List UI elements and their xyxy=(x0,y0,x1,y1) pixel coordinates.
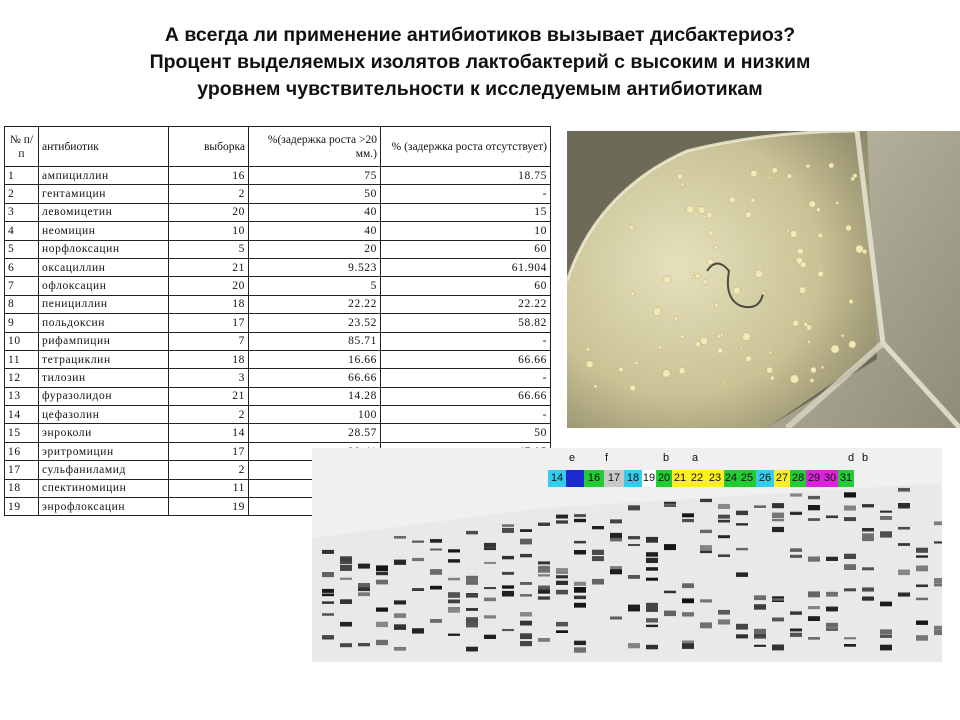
antibiotic-name: ампициллин xyxy=(39,167,169,185)
row-number: 2 xyxy=(5,185,39,203)
gel-lane-label: 20 xyxy=(656,470,672,487)
antibiotic-name: тилозин xyxy=(39,369,169,387)
antibiotic-name: пенициллин xyxy=(39,295,169,313)
sample-size: 14 xyxy=(169,424,249,442)
pct-no-inhibition: 60 xyxy=(381,277,551,295)
pct-high-sensitivity: 40 xyxy=(249,222,381,240)
gel-letter-tag: b xyxy=(862,452,869,464)
table-row xyxy=(5,387,551,405)
table-row xyxy=(5,240,551,258)
pct-no-inhibition: 58.82 xyxy=(381,314,551,332)
table-row xyxy=(5,314,551,332)
pct-no-inhibition: - xyxy=(381,332,551,350)
pct-no-inhibition: 15 xyxy=(381,203,551,221)
antibiotic-name: сульфаниламид xyxy=(39,461,169,479)
sample-size: 7 xyxy=(169,332,249,350)
pct-no-inhibition: 10 xyxy=(381,222,551,240)
antibiotic-name: польдоксин xyxy=(39,314,169,332)
pct-no-inhibition: - xyxy=(381,185,551,203)
sample-size: 16 xyxy=(169,167,249,185)
gel-lane-label: 26 xyxy=(756,470,774,487)
pct-high-sensitivity: 66.66 xyxy=(249,369,381,387)
row-number: 13 xyxy=(5,387,39,405)
pct-high-sensitivity: 16.66 xyxy=(249,350,381,368)
gel-lane-label: 30 xyxy=(822,470,838,487)
row-number: 6 xyxy=(5,258,39,276)
sample-size: 17 xyxy=(169,314,249,332)
antibiotic-name: энроколи xyxy=(39,424,169,442)
antibiotic-name: рифампицин xyxy=(39,332,169,350)
antibiotic-name: цефазолин xyxy=(39,406,169,424)
antibiotic-name: неомицин xyxy=(39,222,169,240)
gel-lane-label: 18 xyxy=(624,470,642,487)
gel-lane-label: 21 xyxy=(672,470,688,487)
gel-letter-tag: e xyxy=(569,452,576,464)
pct-no-inhibition: - xyxy=(381,406,551,424)
pct-high-sensitivity: 14.28 xyxy=(249,387,381,405)
pct-high-sensitivity: 75 xyxy=(249,167,381,185)
pct-no-inhibition: 60 xyxy=(381,240,551,258)
row-number: 5 xyxy=(5,240,39,258)
sample-size: 18 xyxy=(169,295,249,313)
title-line-1: А всегда ли применение антибиотиков вызывает дисбактериоз? xyxy=(164,24,796,46)
pct-no-inhibition: - xyxy=(381,369,551,387)
pct-high-sensitivity: 9.523 xyxy=(249,258,381,276)
pct-no-inhibition: 61.904 xyxy=(381,258,551,276)
table-header-row xyxy=(5,127,551,167)
sample-size: 17 xyxy=(169,442,249,460)
sample-size: 21 xyxy=(169,387,249,405)
row-number: 9 xyxy=(5,314,39,332)
gel-lane-label: 16 xyxy=(584,470,604,487)
gel-lane-label: 28 xyxy=(790,470,806,487)
row-number: 3 xyxy=(5,203,39,221)
antibiotic-name: офлоксацин xyxy=(39,277,169,295)
antibiotic-name: спектиномицин xyxy=(39,479,169,497)
sample-size: 18 xyxy=(169,350,249,368)
pct-no-inhibition: 18.75 xyxy=(381,167,551,185)
antibiotic-name: тетрациклин xyxy=(39,350,169,368)
header-antibiotic: антибиотик xyxy=(39,127,169,167)
antibiotic-name: гентамицин xyxy=(39,185,169,203)
slide-title xyxy=(40,22,920,103)
sample-size: 21 xyxy=(169,258,249,276)
row-number: 4 xyxy=(5,222,39,240)
gel-lane-label: 23 xyxy=(706,470,724,487)
sample-size: 20 xyxy=(169,203,249,221)
gel-lane-label: 27 xyxy=(774,470,790,487)
header-number: № п/п xyxy=(5,127,39,167)
sample-size: 19 xyxy=(169,498,249,516)
gel-lane-label: 19 xyxy=(642,470,656,487)
pct-no-inhibition: 66.66 xyxy=(381,387,551,405)
row-number: 11 xyxy=(5,350,39,368)
sample-size: 3 xyxy=(169,369,249,387)
sample-size: 2 xyxy=(169,461,249,479)
row-number: 10 xyxy=(5,332,39,350)
table-row xyxy=(5,222,551,240)
row-number: 16 xyxy=(5,442,39,460)
gel-letter-tag: f xyxy=(605,452,609,464)
gel-lane-label: 14 xyxy=(548,470,566,487)
table-row xyxy=(5,369,551,387)
gel-lane-labels xyxy=(548,470,854,487)
antibiotic-name: норфлоксацин xyxy=(39,240,169,258)
pct-high-sensitivity: 23.52 xyxy=(249,314,381,332)
row-number: 15 xyxy=(5,424,39,442)
sample-size: 11 xyxy=(169,479,249,497)
gel-letter-tag: b xyxy=(663,452,670,464)
gel-letter-tag: a xyxy=(692,452,699,464)
table-row xyxy=(5,406,551,424)
table-row xyxy=(5,332,551,350)
row-number: 18 xyxy=(5,479,39,497)
gel-lane-label: 24 xyxy=(724,470,738,487)
sample-size: 10 xyxy=(169,222,249,240)
header-sample: выборка xyxy=(169,127,249,167)
antibiotic-name: оксациллин xyxy=(39,258,169,276)
antibiotic-name: эритромицин xyxy=(39,442,169,460)
title-line-2: Процент выделяемых изолятов лактобактерий с высоким и низким xyxy=(149,51,811,73)
row-number: 14 xyxy=(5,406,39,424)
antibiotic-name: левомицетин xyxy=(39,203,169,221)
pct-high-sensitivity: 5 xyxy=(249,277,381,295)
row-number: 19 xyxy=(5,498,39,516)
table-row xyxy=(5,424,551,442)
table-row xyxy=(5,295,551,313)
gel-lane-label: 17 xyxy=(604,470,624,487)
table-row xyxy=(5,203,551,221)
pct-high-sensitivity: 85.71 xyxy=(249,332,381,350)
sample-size: 2 xyxy=(169,406,249,424)
header-no-inhibition: % (задержка роста отсутствует) xyxy=(381,127,551,167)
pct-high-sensitivity: 22.22 xyxy=(249,295,381,313)
pct-high-sensitivity: 40 xyxy=(249,203,381,221)
pct-high-sensitivity: 28.57 xyxy=(249,424,381,442)
pct-no-inhibition: 66.66 xyxy=(381,350,551,368)
row-number: 1 xyxy=(5,167,39,185)
row-number: 17 xyxy=(5,461,39,479)
pct-no-inhibition: 50 xyxy=(381,424,551,442)
gel-lane-label xyxy=(566,470,584,487)
pct-no-inhibition: 22.22 xyxy=(381,295,551,313)
petri-dish-photo xyxy=(567,131,960,428)
pct-high-sensitivity: 100 xyxy=(249,406,381,424)
title-line-3: уровнем чувствительности к исследуемым антибиотикам xyxy=(197,78,763,100)
row-number: 8 xyxy=(5,295,39,313)
table-row xyxy=(5,167,551,185)
gel-lane-label: 31 xyxy=(838,470,854,487)
table-row xyxy=(5,258,551,276)
row-number: 12 xyxy=(5,369,39,387)
gel-letter-tag: d xyxy=(848,452,855,464)
table-row xyxy=(5,350,551,368)
sample-size: 5 xyxy=(169,240,249,258)
header-high-sensitivity: %(задержка роста >20 мм.) xyxy=(249,127,381,167)
table-row xyxy=(5,185,551,203)
antibiotic-name: фуразолидон xyxy=(39,387,169,405)
table-row xyxy=(5,277,551,295)
gel-lane-label: 29 xyxy=(806,470,822,487)
pct-high-sensitivity: 20 xyxy=(249,240,381,258)
sample-size: 2 xyxy=(169,185,249,203)
pct-high-sensitivity: 50 xyxy=(249,185,381,203)
gel-lane-label: 22 xyxy=(688,470,706,487)
row-number: 7 xyxy=(5,277,39,295)
sample-size: 20 xyxy=(169,277,249,295)
gel-lane-label: 25 xyxy=(738,470,756,487)
antibiotic-name: энрофлоксацин xyxy=(39,498,169,516)
